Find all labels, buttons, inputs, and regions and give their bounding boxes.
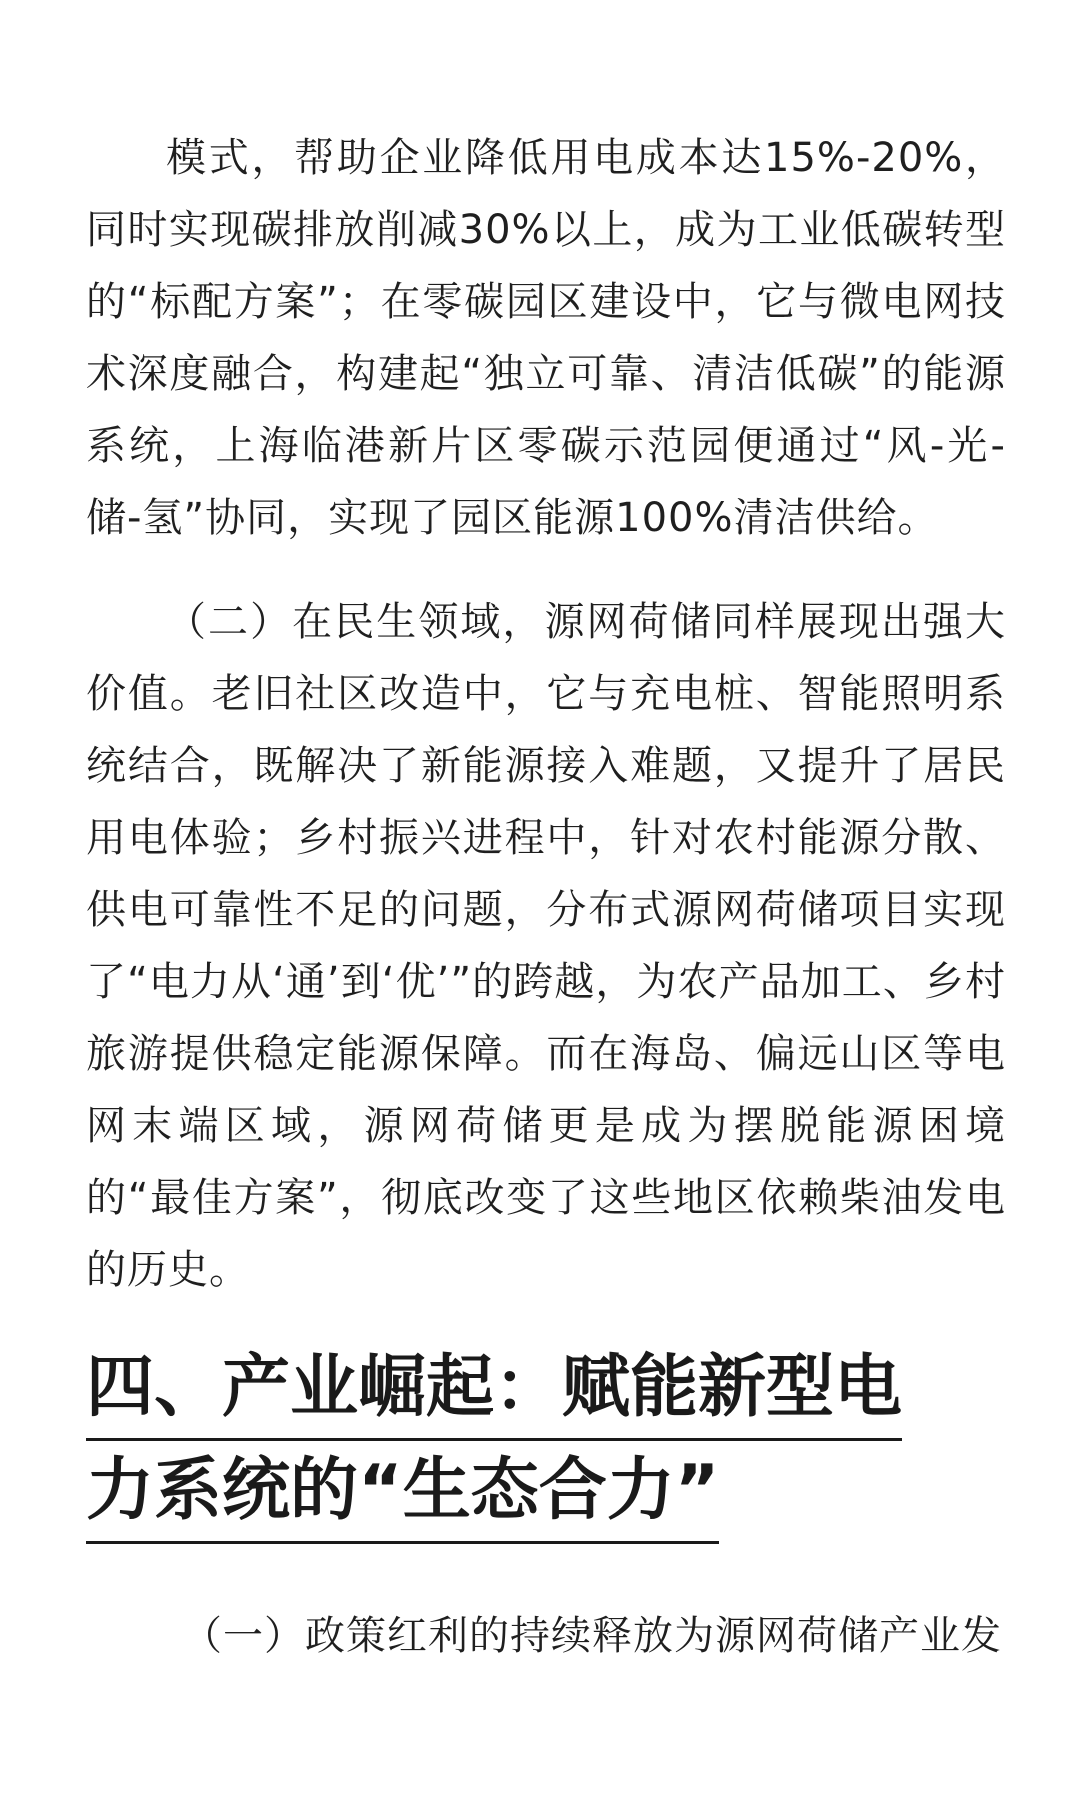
- section-heading-industry-rise: [86, 1340, 1006, 1546]
- section-heading-line-1: 四、产业崛起：赋能新型电: [86, 1340, 902, 1441]
- paragraph-industrial-zero-carbon: 模式，帮助企业降低用电成本达15%-20%，同时实现碳排放削减30%以上，成为工业低碳转型的“标配方案”；在零碳园区建设中，它与微电网技术深度融合，构建起“独立可靠、清洁低碳”的能源系统，上海临港新片区零碳示范园便通过“风-光-储-氢”协同，实现了园区能源100%清洁供给。: [86, 135, 1006, 541]
- section-heading-line-2: 力系统的“生态合力”: [86, 1443, 719, 1544]
- paragraph-livelihood: （二）在民生领域，源网荷储同样展现出强大价值。老旧社区改造中，它与充电桩、智能照明系统结合，既解决了新能源接入难题，又提升了居民用电体验；乡村振兴进程中，针对农村能源分散、供电可靠性不足的问题，分布式源网荷储项目实现了“电力从‘通’到‘优’”的跨越，为农产品加工、乡村旅游提供稳定能源保障。而在海岛、偏远山区等电网末端区域，源网荷储更是成为摆脱能源困境的“最佳方案”，彻底改变了这些地区依赖柴油发电的历史。: [86, 599, 1006, 1293]
- paragraph-policy: （一）政策红利的持续释放为源网荷储产业发: [182, 1613, 1002, 1659]
